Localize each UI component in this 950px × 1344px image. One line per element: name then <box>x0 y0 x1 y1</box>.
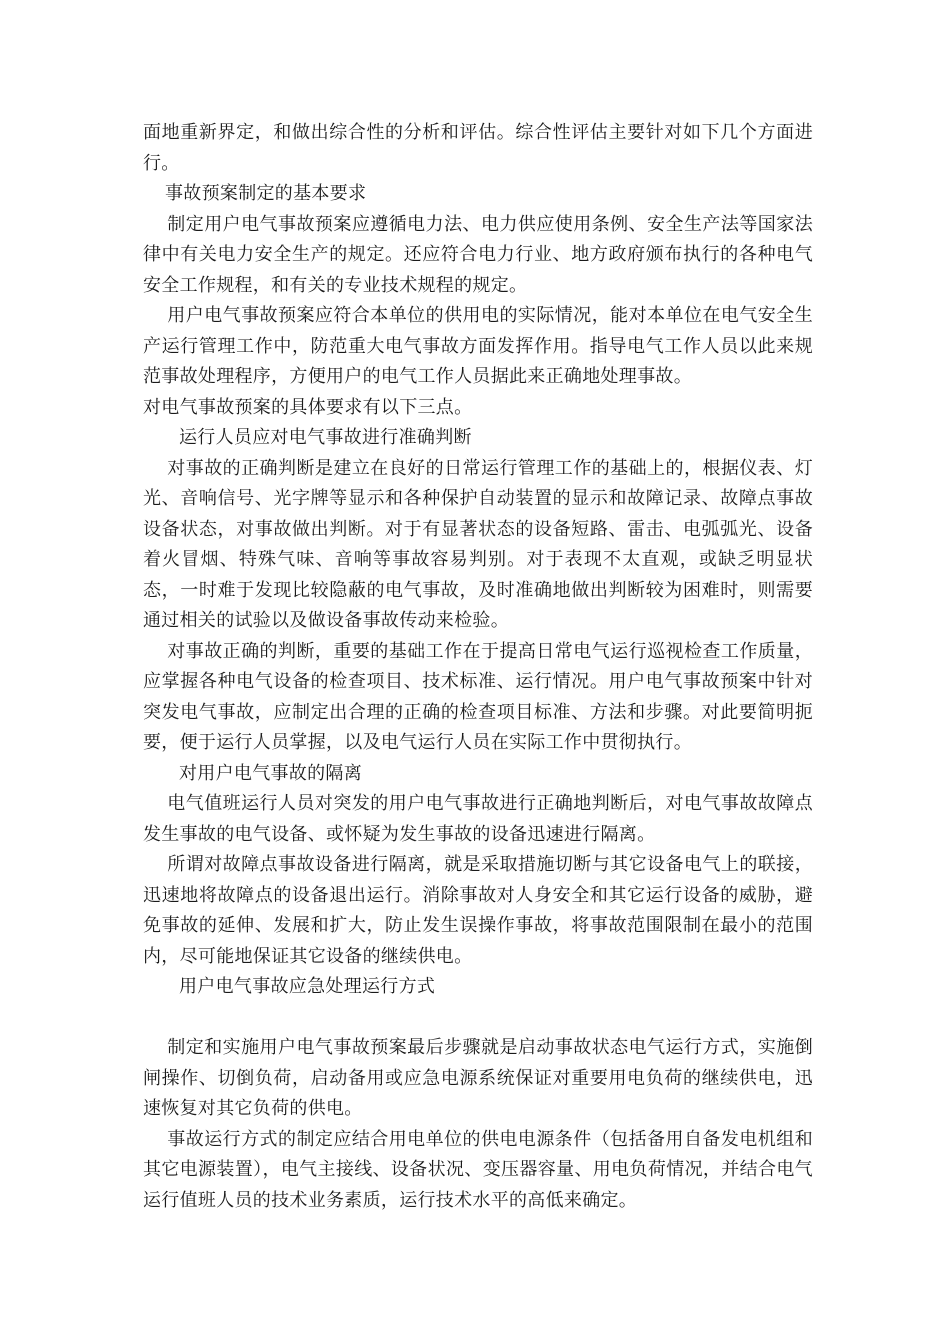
section-heading-isolation: 对用户电气事故的隔离 <box>179 762 362 784</box>
paragraph-continuation: 面地重新界定，和做出综合性的分析和评估。综合性评估主要针对如下几个方面进行。 <box>143 122 813 174</box>
document-body <box>143 118 813 1216</box>
paragraph: 对电气事故预案的具体要求有以下三点。 <box>143 396 473 418</box>
blank-line <box>143 1003 813 1034</box>
section-heading-accurate-judgment: 运行人员应对电气事故进行准确判断 <box>179 427 472 448</box>
paragraph: 制定和实施用户电气事故预案最后步骤就是启动事故状态电气运行方式，实施倒闸操作、切倒负荷，启动备用或应急电源系统保证对重要用电负荷的继续供电，迅速恢复对其它负荷的供电。 <box>143 1037 813 1119</box>
paragraph: 制定用户电气事故预案应遵循电力法、电力供应使用条例、安全生产法等国家法律中有关电力安全生产的规定。还应符合电力行业、地方政府颁布执行的各种电气安全工作规程，和有关的专业技术规程的规定。 <box>143 213 813 296</box>
section-heading-basic-requirements: 事故预案制定的基本要求 <box>165 183 367 204</box>
section-heading-emergency-operation-mode: 用户电气事故应急处理运行方式 <box>179 976 436 997</box>
paragraph: 对事故正确的判断，重要的基础工作在于提高日常电气运行巡视检查工作质量，应掌握各种电气设备的检查项目、技术标准、运行情况。用户电气事故预案中针对突发电气事故，应制定出合理的正确的检查项目标准、方法和步骤。对此要简明扼要，便于运行人员掌握，以及电气运行人员在实际工作中贯彻执行。 <box>143 640 813 753</box>
paragraph: 对事故的正确判断是建立在良好的日常运行管理工作的基础上的，根据仪表、灯光、音响信号、光字牌等显示和各种保护自动装置的显示和故障记录、故障点事故设备状态，对事故做出判断。对于有显著状态的设备短路、雷击、电弧弧光、设备着火冒烟、特殊气味、音响等事故容易判别。对于表现不太直观，或缺乏明显状态，一时难于发现比较隐蔽的电气事故，及时准确地做出判断较为困难时，则需要通过相关的试验以及做设备事故传动来检验。 <box>143 457 813 631</box>
paragraph: 用户电气事故预案应符合本单位的供用电的实际情况，能对本单位在电气安全生产运行管理工作中，防范重大电气事故方面发挥作用。指导电气工作人员以此来规范事故处理程序，方便用户的电气工作人员据此来正确地处理事故。 <box>143 305 813 387</box>
paragraph: 电气值班运行人员对突发的用户电气事故进行正确地判断后，对电气事故故障点发生事故的电气设备、或怀疑为发生事故的设备迅速进行隔离。 <box>143 793 813 845</box>
paragraph: 所谓对故障点事故设备进行隔离，就是采取措施切断与其它设备电气上的联接，迅速地将故障点的设备退出运行。消除事故对人身安全和其它运行设备的威胁，避免事故的延伸、发展和扩大，防止发生误操作事故，将事故范围限制在最小的范围内，尽可能地保证其它设备的继续供电。 <box>143 854 813 967</box>
paragraph: 事故运行方式的制定应结合用电单位的供电电源条件（包括备用自备发电机组和其它电源装置），电气主接线、设备状况、变压器容量、用电负荷情况，并结合电气运行值班人员的技术业务素质，运行技术水平的高低来确定。 <box>143 1128 813 1211</box>
